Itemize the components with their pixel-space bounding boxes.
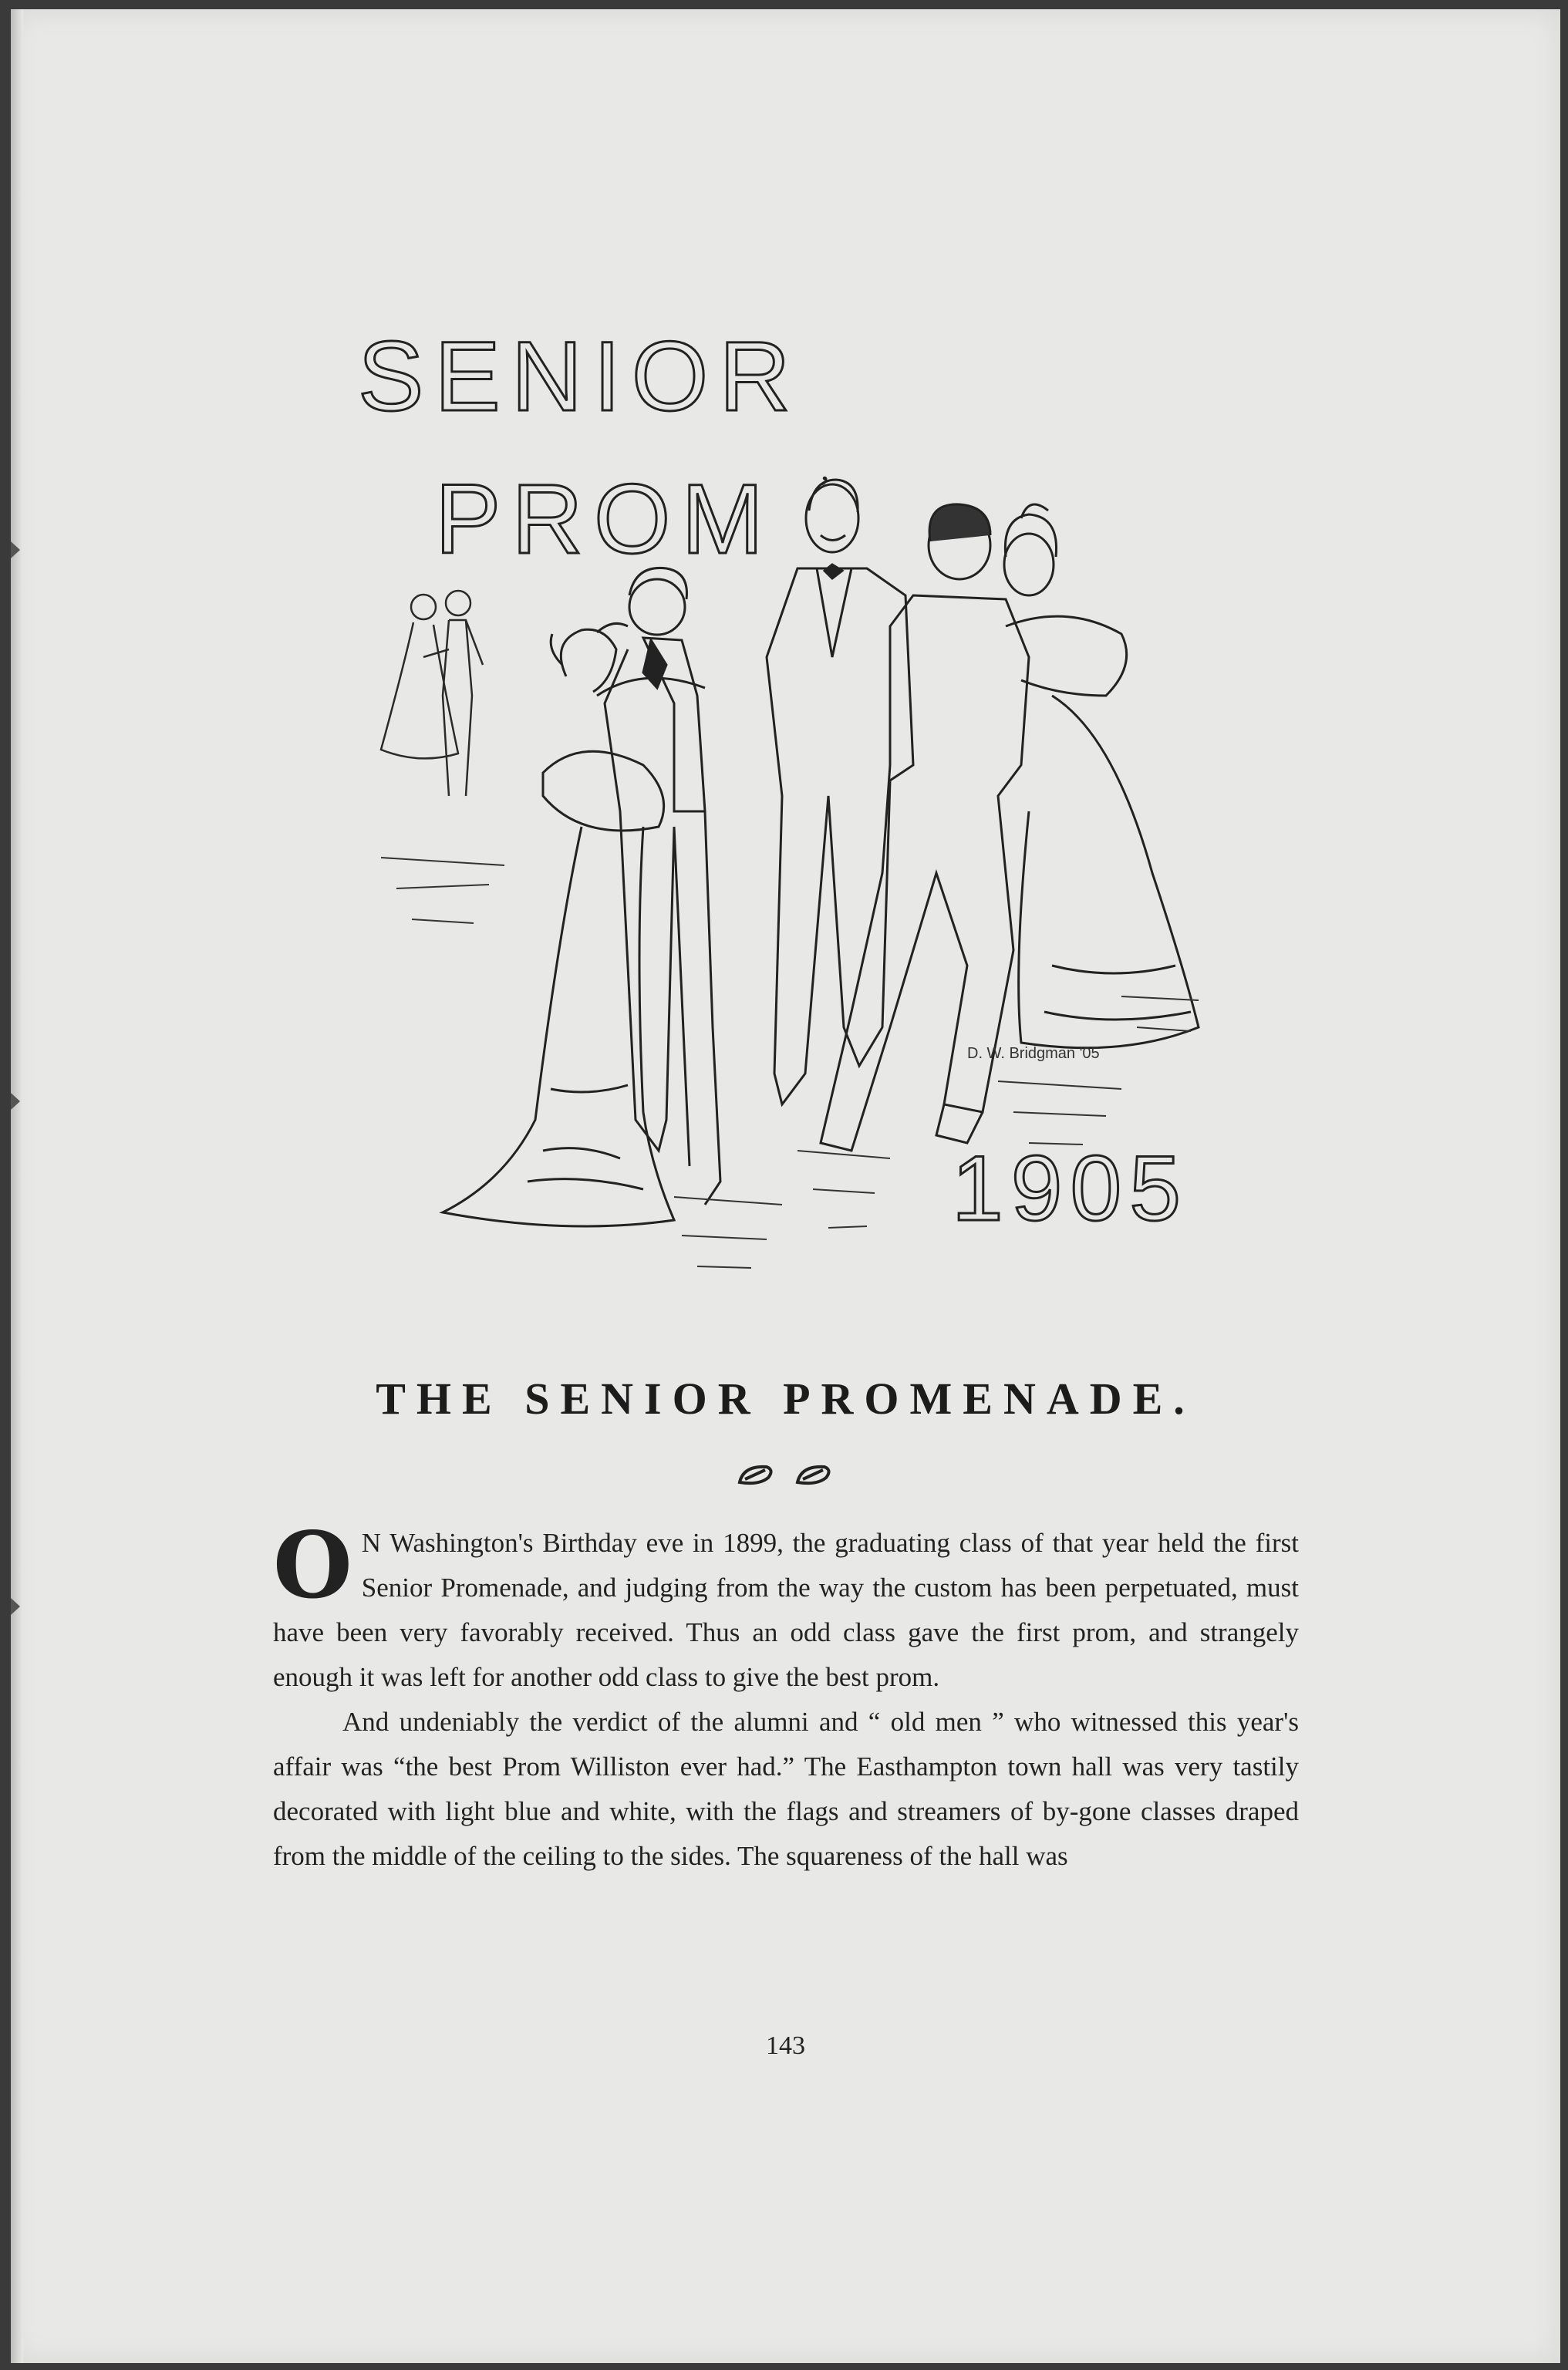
page-gutter [11,9,23,2363]
dancing-couple-background [381,591,483,796]
page-number: 143 [766,2031,805,2060]
spine-notch [11,1598,22,1615]
dancing-couple-left [443,568,720,1226]
paragraph-2: And undeniably the verdict of the alumni and “ old men ” who witnessed this year's affair was “the best Prom Williston ever had.” The Easthampton town hall was very tastily decorated with light blue and white, with the flags and streamers of by-gone classes draped from the middle of the ceiling to the sides. The squareness of the hall was [273,1707,1299,1871]
illustration-title-prom: PROM [435,464,774,575]
paragraph-1-text: N Washington's Birthday eve in 1899, the graduating class of that year held the first Senior Promenade, and judging from the way the custom has been perpetuated, must have been very favorably received. Thus an odd class gave the first prom, and strangely enough it was left for another odd class to give the best prom. [273,1528,1299,1692]
prom-illustration [350,333,1245,1305]
illustrator-signature: D. W. Bridgman '05 [967,1045,1100,1062]
illustration-title-senior: SENIOR [358,333,801,432]
svg-text:’: ’ [819,469,831,507]
spine-notch [11,541,22,558]
page [11,9,1560,2363]
drop-cap: O [273,1512,352,1619]
spine-notch [11,1093,22,1110]
illustration-year: 1905 [952,1137,1189,1240]
leaf-ornament-icon [728,1459,844,1490]
page-heading: THE SENIOR PROMENADE. [376,1374,1195,1424]
standing-man-center [767,480,913,1104]
article-body [273,1512,1299,1879]
paragraph-1 [273,1512,1299,1700]
